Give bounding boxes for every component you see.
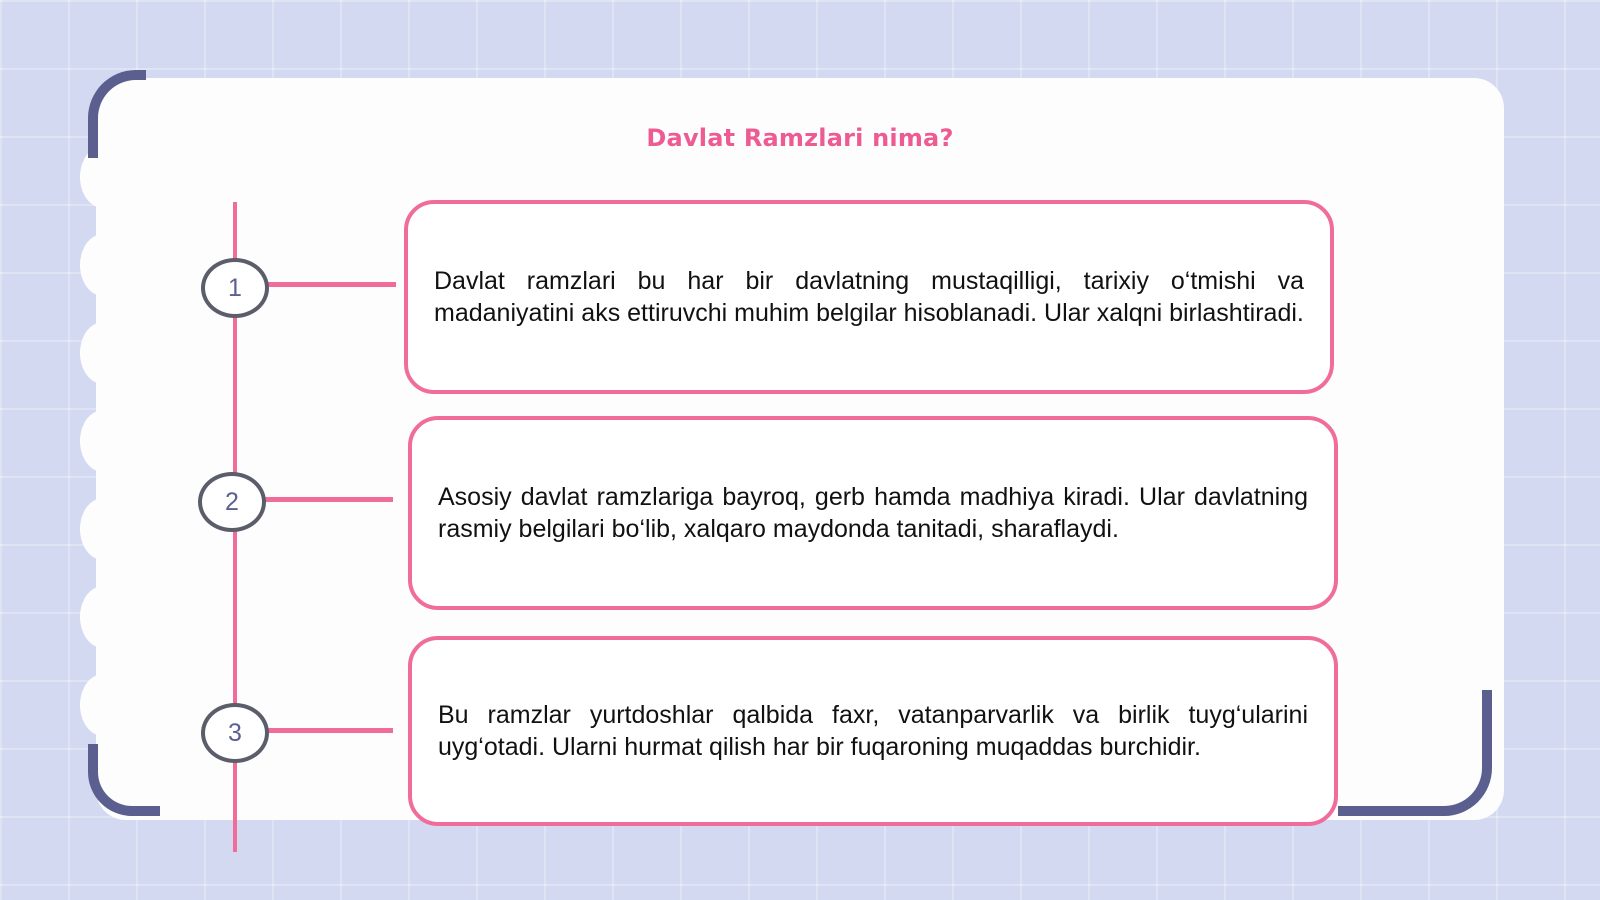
step-text-box-2 [408, 416, 1338, 610]
step-number-3: 3 [201, 703, 269, 763]
step-text-box-1 [404, 200, 1334, 394]
notebook-scallop [80, 234, 126, 296]
notebook-scallop [80, 674, 126, 736]
step-connector [264, 728, 393, 733]
step-text-1: Davlat ramzlari bu har bir davlatning mustaqilligi, tarixiy o‘tmishi va madaniyatini aks ettiruvchi muhim belgilar hisoblanadi. Ular xalqni birlashtiradi. [434, 267, 1304, 327]
page-title: Davlat Ramzlari nima? [646, 124, 954, 152]
step-connector [262, 497, 393, 502]
corner-bracket-bottom-left [88, 744, 160, 816]
step-text-2: Asosiy davlat ramzlariga bayroq, gerb hamda madhiya kiradi. Ular davlatning rasmiy belgilari bo‘lib, xalqaro maydonda tanitadi, sharaflaydi. [438, 483, 1308, 543]
step-connector [264, 282, 396, 287]
step-number-2: 2 [198, 472, 266, 532]
notebook-scallop [80, 322, 126, 384]
notebook-scallop [80, 586, 126, 648]
step-number-1: 1 [201, 258, 269, 318]
corner-bracket-bottom-right [1338, 690, 1492, 816]
notebook-scallop [80, 410, 126, 472]
step-text-box-3 [408, 636, 1338, 826]
step-text-3: Bu ramzlar yurtdoshlar qalbida faxr, vatanparvarlik va birlik tuyg‘ularini uyg‘otadi. Ularni hurmat qilish har bir fuqaroning muqaddas burchidir. [438, 701, 1308, 761]
notebook-scallop [80, 498, 126, 560]
